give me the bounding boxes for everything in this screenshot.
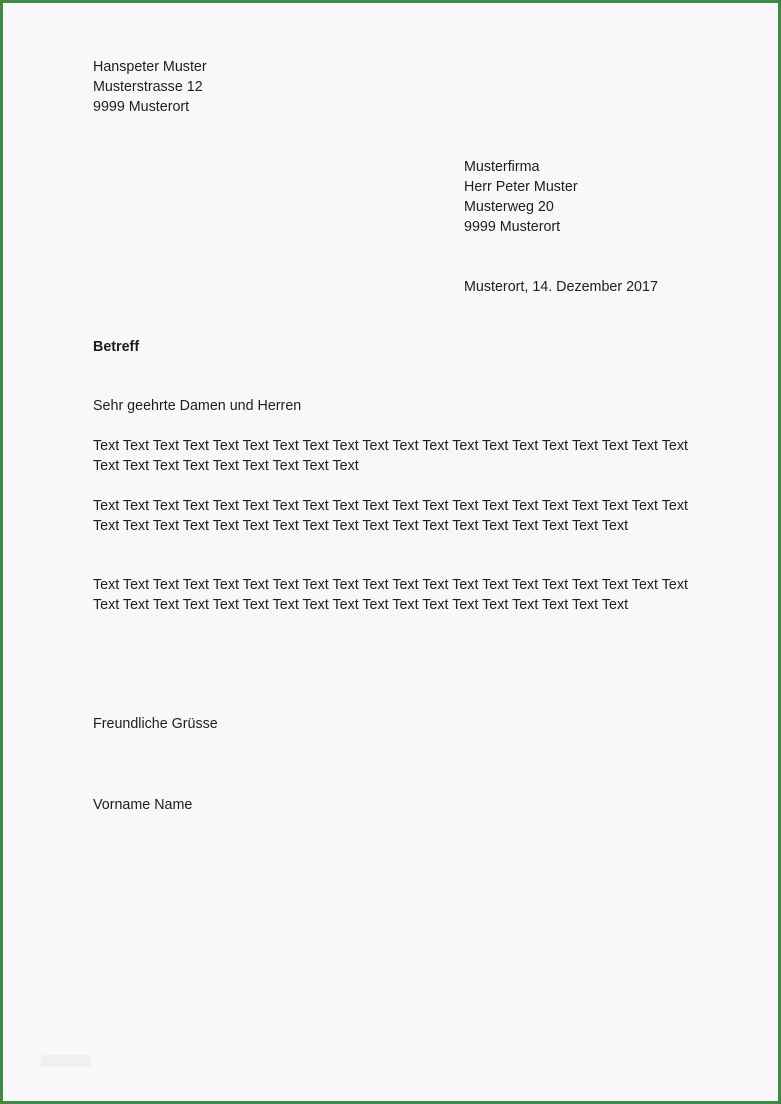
- body-paragraph-2: Text Text Text Text Text Text Text Text Text Text Text Text Text Text Text Text Text Text Text Text Text Text Text Text Text Text Text Text Text Text Text Text Text Text Text Text Text Text: [93, 498, 688, 534]
- sender-name: Hanspeter Muster: [93, 59, 207, 75]
- letter-date: Musterort, 14. Dezember 2017: [464, 279, 658, 295]
- letter-signature: Vorname Name: [93, 797, 193, 813]
- body-paragraph-3: Text Text Text Text Text Text Text Text Text Text Text Text Text Text Text Text Text Text Text Text Text Text Text Text Text Text Text Text Text Text Text Text Text Text Text Text Text Text: [93, 577, 688, 613]
- body-paragraph-1: Text Text Text Text Text Text Text Text Text Text Text Text Text Text Text Text Text Text Text Text Text Text Text Text Text Text Text Text Text: [93, 438, 688, 474]
- letter-subject: Betreff: [93, 339, 140, 355]
- letter-closing: Freundliche Grüsse: [93, 716, 218, 732]
- recipient-city: 9999 Musterort: [464, 219, 561, 235]
- letter-salutation: Sehr geehrte Damen und Herren: [93, 398, 302, 414]
- sender-city: 9999 Musterort: [93, 99, 190, 115]
- recipient-street: Musterweg 20: [464, 199, 554, 215]
- faint-watermark: [41, 1055, 91, 1067]
- recipient-company: Musterfirma: [464, 159, 540, 175]
- sender-street: Musterstrasse 12: [93, 79, 203, 95]
- recipient-person: Herr Peter Muster: [464, 179, 578, 195]
- sender-address: [93, 57, 207, 117]
- recipient-address: [464, 157, 578, 237]
